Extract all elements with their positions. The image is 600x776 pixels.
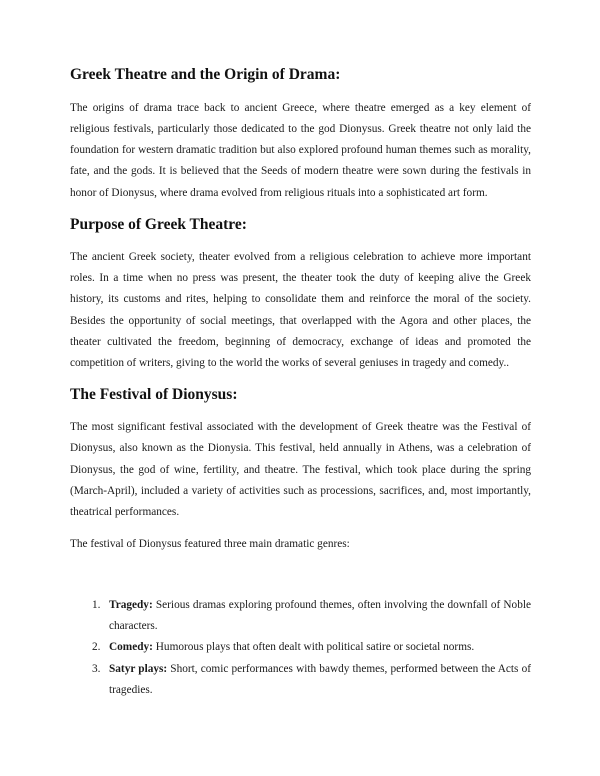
genre-description: Short, comic performances with bawdy themes, performed between the Acts of tragedies. [109, 662, 531, 697]
genre-term: Satyr plays: [109, 662, 168, 675]
paragraph-origin-of-drama: The origins of drama trace back to ancient Greece, where theatre emerged as a key element of religious festivals, particularly those dedicated to the god Dionysus. Greek theatre not only laid the foundation for western dramatic tradition but also explored profound human themes such as morality, fate, and the gods. It is believed that the Seeds of modern theatre were sown during the festivals in honor of Dionysus, where drama evolved from religious rituals into a sophisticated art form. [70, 101, 531, 199]
list-item-comedy [90, 637, 531, 658]
genre-term: Comedy: [109, 641, 153, 654]
genre-description: Humorous plays that often dealt with political satire or societal norms. [152, 641, 475, 654]
genre-description: Serious dramas exploring profound themes, often involving the downfall of Noble characters. [109, 598, 531, 633]
paragraph-genres-intro: The festival of Dionysus featured three main dramatic genres: [70, 537, 350, 550]
list-item-tragedy [90, 595, 531, 638]
list-number: 1. [92, 598, 101, 611]
heading-purpose-of-greek-theatre: Purpose of Greek Theatre: [70, 216, 247, 234]
paragraph-purpose-of-greek-theatre: The ancient Greek society, theater evolved from a religious celebration to achieve more important roles. In a time when no press was present, the theater took the duty of keeping alive the Greek history, its customs and rites, helping to consolidate them and reinforce the moral of the society. Besides the opportunity of social meetings, that overlapped with the Agora and other places, the theater cultivated the freedom, beginning of democracy, exchange of ideas and promoted the competition of writers, giving to the world the works of several geniuses in tragedy and comedy.. [70, 250, 531, 370]
document-page [70, 66, 531, 701]
paragraph-festival-of-dionysus: The most significant festival associated with the development of Greek theatre was the Festival of Dionysus, also known as the Dionysia. This festival, held annually in Athens, was a celebration of Dionysus, the god of wine, fertility, and theatre. The festival, which took place during the spring (March-April), included a variety of activities such as processions, sacrifices, and, most importantly, theatrical performances. [70, 421, 531, 519]
genre-term: Tragedy: [109, 598, 153, 611]
list-item-satyr-plays [90, 659, 531, 702]
genres-list [70, 595, 531, 701]
list-number: 2. [92, 641, 101, 654]
heading-festival-of-dionysus: The Festival of Dionysus: [70, 386, 238, 404]
list-number: 3. [92, 662, 101, 675]
heading-origin-of-drama: Greek Theatre and the Origin of Drama: [70, 66, 341, 83]
